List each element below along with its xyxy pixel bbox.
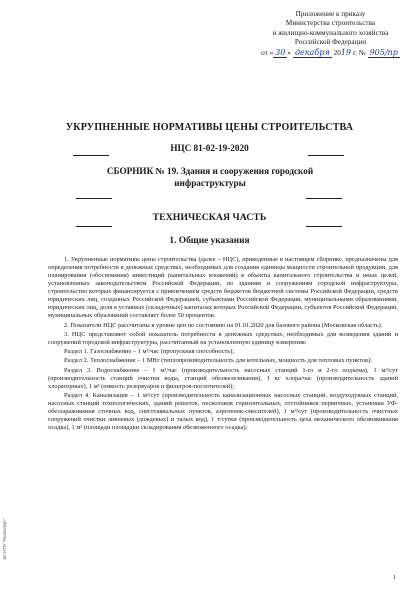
appendix-line: Приложение к приказу <box>295 10 366 18</box>
order-date-line <box>248 48 413 58</box>
decorative-rule <box>76 226 112 227</box>
date-month-handwritten: декабря <box>294 47 330 57</box>
decorative-rule <box>76 198 112 199</box>
section-heading: 1. Общие указания <box>169 236 250 246</box>
date-day-handwritten: 30 <box>275 47 286 57</box>
page-number: 1 <box>393 574 397 581</box>
code-heading: НЦС 81-02-19-2020 <box>170 143 249 153</box>
paragraph: Раздел 2. Теплоснабжение – 1 МВт (теплопроизводительность для котельных, мощность для тепловых пунктов); <box>64 357 372 365</box>
paragraph: 3. НЦС представляют собой показатель потребности в денежных средствах, необходимых для возведения зданий и сооружений городской инфраструктуры, рассчитанный на установленную единицу измерения: <box>48 330 398 346</box>
collection-heading: СБОРНИК № 19. Здания и сооружения городской инфраструктуры <box>106 166 314 188</box>
appendix-line: Российской Федерации <box>294 38 367 47</box>
decorative-rule <box>306 226 342 227</box>
paragraph: 1. Укрупненные нормативы цены строительства (далее – НЦС), приведенные в настоящем сборнике, предназначены для определения потребности в денежных средствах, необходимых для создания единицы мощности строительной продукции, для планирования (обоснования) инвестиций (капитальных вложений) в объекты капитального строительства и иных целей, установленных законодательством Российской Федерации, по зданиям и сооружениям городской инфраструктуры, строительство которых финансируется с привлечением средств бюджетов бюджетной системы Российской Федерации, средств юридических лиц, созданных Российской Федерацией, субъектами Российской Федерации, муниципальными образованиями, юридических лиц, доля в уставных (складочных) капиталах которых Российской Федерации, субъектов Российской Федерации, муниципальных образований составляет более 50 процентов. <box>48 256 398 320</box>
paragraph: Раздел 4. Канализация – 1 м³/сут (производительность канализационных насосных станций, воздуходувных станций, насосных станций технологических, зданий решеток, песколовок горизонтальных, отстойников первичных, установки УФ-обеззараживания сточных вод, снеготаявальных пунктов, аэротенок-смесителей), 1 м³/сут (производительность очистных сооружений очистки ливневых (дождевых) и талых вод), 1 т/сутки (производительность цеха механического обезвоживания осадка), 1 м² (площади площадки складирования обезвоженного осадка); <box>48 391 398 432</box>
main-heading: УКРУПНЕННЫЕ НОРМАТИВЫ ЦЕНЫ СТРОИТЕЛЬСТВА <box>65 122 354 133</box>
part-heading: ТЕХНИЧЕСКАЯ ЧАСТЬ <box>152 212 267 223</box>
date-prefix: от « <box>261 48 274 57</box>
body-text <box>48 256 398 433</box>
side-watermark-note: ЭС НТИ "Техэксперт" <box>2 518 7 560</box>
order-number-handwritten: 905/пр <box>369 47 398 57</box>
paragraph: 2. Показатели НЦС рассчитаны в уровне цен по состоянию на 01.01.2020 для базового района (Московская область). <box>64 321 383 329</box>
date-year-handwritten: 19 <box>340 47 351 57</box>
appendix-block <box>248 10 413 58</box>
paragraph: Раздел 3. Водоснабжение – 1 м³/час (производительность насосных станций 1-го и 2-го подъема), 1 м³/сут (производительность станций очистки воды, станций обезжелезивания), 1 кг хлора/час (производительность зданий хлораторных), 1 м³ (емкость резервуаров и фильтров-поглотителей); <box>48 366 398 390</box>
date-separator: » <box>287 48 291 57</box>
date-year-prefix: 20 <box>333 48 341 57</box>
decorative-rule <box>73 155 109 156</box>
appendix-line: и жилищно-коммунального хозяйства <box>272 28 389 37</box>
decorative-rule <box>306 198 342 199</box>
paragraph: Раздел 1. Газоснабжение – 1 м³/час (пропускная способность); <box>64 348 235 356</box>
decorative-rule <box>308 155 344 156</box>
date-year-suffix: г. № <box>353 48 366 57</box>
appendix-line: Министерства строительства <box>285 19 376 28</box>
